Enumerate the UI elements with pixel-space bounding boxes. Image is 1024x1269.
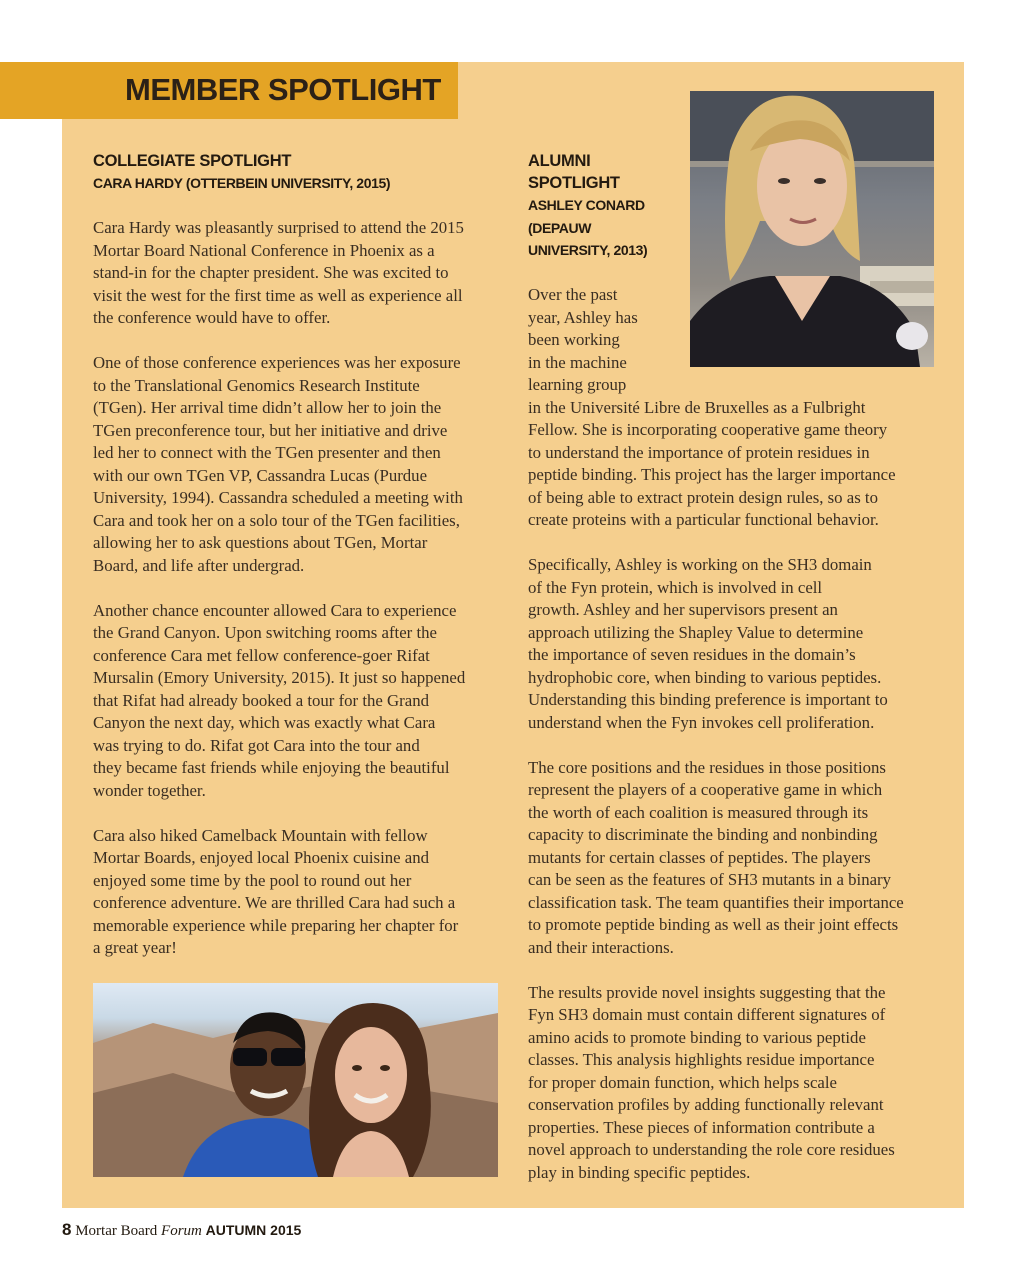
text-line: properties. These pieces of information contribute a	[528, 1117, 875, 1137]
text-line: led her to connect with the TGen presenter and then	[93, 443, 441, 462]
text-line: (TGen). Her arrival time didn’t allow her to join the	[93, 398, 442, 417]
text-line: conference Cara met fellow conference-goer Rifat	[93, 645, 430, 665]
text-line: conservation profiles by adding functionally relevant	[528, 1095, 884, 1114]
text-line: visit the west for the first time as well as experience all	[93, 285, 463, 305]
text-line: novel approach to understanding the role core residues	[528, 1140, 895, 1159]
alumni-body	[528, 284, 938, 1184]
text-line: TGen preconference tour, but her initiative and drive	[93, 420, 448, 440]
cara-and-rifat-photo	[93, 983, 498, 1177]
text-line: understand when the Fyn invokes cell proliferation.	[528, 712, 875, 732]
text-line: growth. Ashley and her supervisors present an	[528, 600, 838, 619]
text-line: that Rifat had already booked a tour for the Grand	[93, 690, 429, 710]
text-line: allowing her to ask questions about TGen, Mortar	[93, 533, 428, 552]
text-line: approach utilizing the Shapley Value to determine	[528, 622, 864, 642]
alumni-heading-line: SPOTLIGHT	[528, 174, 620, 192]
issue-season: AUTUMN 2015	[205, 1222, 302, 1238]
text-line: can be seen as the features of SH3 mutants in a binary	[528, 870, 892, 889]
collegiate-heading: COLLEGIATE SPOTLIGHT	[93, 152, 292, 170]
alumni-paragraph	[528, 284, 938, 532]
text-line: classification task. The team quantifies their importance	[528, 892, 904, 912]
text-line: play in binding specific peptides.	[528, 1162, 751, 1182]
text-line: Mursalin (Emory University, 2015). It just so happened	[93, 668, 466, 687]
text-line: classes. This analysis highlights residue importance	[528, 1050, 875, 1069]
alumni-subheading-line: UNIVERSITY, 2013)	[528, 242, 648, 258]
text-line: they became fast friends while enjoying the beautiful	[93, 758, 450, 777]
text-line: a great year!	[93, 938, 177, 957]
text-line: Understanding this binding preference is important to	[528, 690, 888, 709]
publication-name: Mortar Board	[75, 1223, 158, 1239]
text-line: represent the players of a cooperative game in which	[528, 780, 883, 799]
text-line: Over the past	[528, 285, 618, 304]
text-line: Board, and life after undergrad.	[93, 555, 305, 575]
text-line: for proper domain function, which helps scale	[528, 1072, 837, 1092]
collegiate-body	[93, 217, 503, 960]
text-line: learning group	[528, 375, 627, 394]
couple-photo-illustration	[93, 983, 498, 1177]
alumni-subheading-line: (DEPAUW	[528, 219, 592, 236]
text-line: Mortar Board National Conference in Phoenix as a	[93, 240, 435, 260]
collegiate-paragraph	[93, 352, 503, 577]
text-line: Cara and took her on a solo tour of the TGen facilities,	[93, 510, 460, 530]
text-line: Specifically, Ashley is working on the SH3 domain	[528, 555, 872, 574]
text-line: One of those conference experiences was her exposure	[93, 353, 461, 372]
text-line: mutants for certain classes of peptides. The players	[528, 847, 871, 867]
text-line: and their interactions.	[528, 937, 674, 957]
page-number: 8	[62, 1220, 72, 1239]
text-line: in the machine	[528, 352, 627, 372]
text-line: The core positions and the residues in those positions	[528, 757, 886, 777]
text-line: the worth of each coalition is measured through its	[528, 802, 869, 822]
text-line: The results provide novel insights suggesting that the	[528, 982, 886, 1002]
text-line: the conference would have to offer.	[93, 308, 331, 327]
text-line: Cara Hardy was pleasantly surprised to attend the 2015	[93, 218, 464, 237]
text-line: of being able to extract protein design rules, so as to	[528, 487, 878, 507]
page-footer	[62, 1220, 301, 1240]
text-line: memorable experience while preparing her chapter for	[93, 915, 459, 935]
text-line: capacity to discriminate the binding and nonbinding	[528, 825, 878, 844]
text-line: Mortar Boards, enjoyed local Phoenix cuisine and	[93, 848, 430, 867]
collegiate-subheading: CARA HARDY (OTTERBEIN UNIVERSITY, 2015)	[93, 175, 391, 191]
text-line: Another chance encounter allowed Cara to experience	[93, 600, 457, 620]
alumni-heading-line: ALUMNI	[528, 152, 591, 170]
collegiate-paragraph	[93, 825, 503, 960]
text-line: Cara also hiked Camelback Mountain with fellow	[93, 825, 428, 845]
text-line: enjoyed some time by the pool to round out her	[93, 870, 412, 890]
text-line: been working	[528, 330, 620, 349]
alumni-spotlight	[528, 150, 938, 1184]
text-line: the Grand Canyon. Upon switching rooms after the	[93, 623, 437, 642]
text-line: the importance of seven residues in the domain’s	[528, 645, 856, 664]
alumni-paragraph	[528, 554, 938, 734]
forum-label: Forum	[161, 1223, 202, 1239]
text-line: amino acids to promote binding to various peptide	[528, 1027, 866, 1047]
alumni-subheading-line: ASHLEY CONARD	[528, 197, 645, 213]
text-line: peptide binding. This project has the larger importance	[528, 465, 896, 484]
text-line: hydrophobic core, when binding to various peptides.	[528, 667, 882, 687]
text-line: to understand the importance of protein residues in	[528, 442, 870, 462]
text-line: year, Ashley has	[528, 307, 638, 327]
text-line: stand-in for the chapter president. She was excited to	[93, 263, 449, 282]
text-line: University, 1994). Cassandra scheduled a meeting with	[93, 488, 463, 507]
text-line: wonder together.	[93, 780, 206, 800]
text-line: Fyn SH3 domain must contain different signatures of	[528, 1005, 886, 1024]
alumni-paragraph	[528, 757, 938, 960]
text-line: to the Translational Genomics Research Institute	[93, 375, 420, 395]
collegiate-spotlight	[93, 150, 503, 960]
text-line: create proteins with a particular functional behavior.	[528, 510, 879, 529]
text-line: conference adventure. We are thrilled Cara had such a	[93, 893, 456, 912]
text-line: to promote peptide binding as well as their joint effects	[528, 915, 899, 934]
alumni-paragraph	[528, 982, 938, 1185]
banner-title: MEMBER SPOTLIGHT	[125, 72, 441, 107]
text-line: Canyon the next day, which was exactly what Cara	[93, 713, 436, 732]
text-line: with our own TGen VP, Cassandra Lucas (Purdue	[93, 465, 428, 485]
text-line: in the Université Libre de Bruxelles as a Fulbright	[528, 397, 866, 417]
text-line: Fellow. She is incorporating cooperative game theory	[528, 420, 888, 439]
text-line: was trying to do. Rifat got Cara into the tour and	[93, 735, 420, 755]
text-line: of the Fyn protein, which is involved in cell	[528, 577, 823, 597]
collegiate-paragraph	[93, 217, 503, 330]
collegiate-paragraph	[93, 600, 503, 803]
